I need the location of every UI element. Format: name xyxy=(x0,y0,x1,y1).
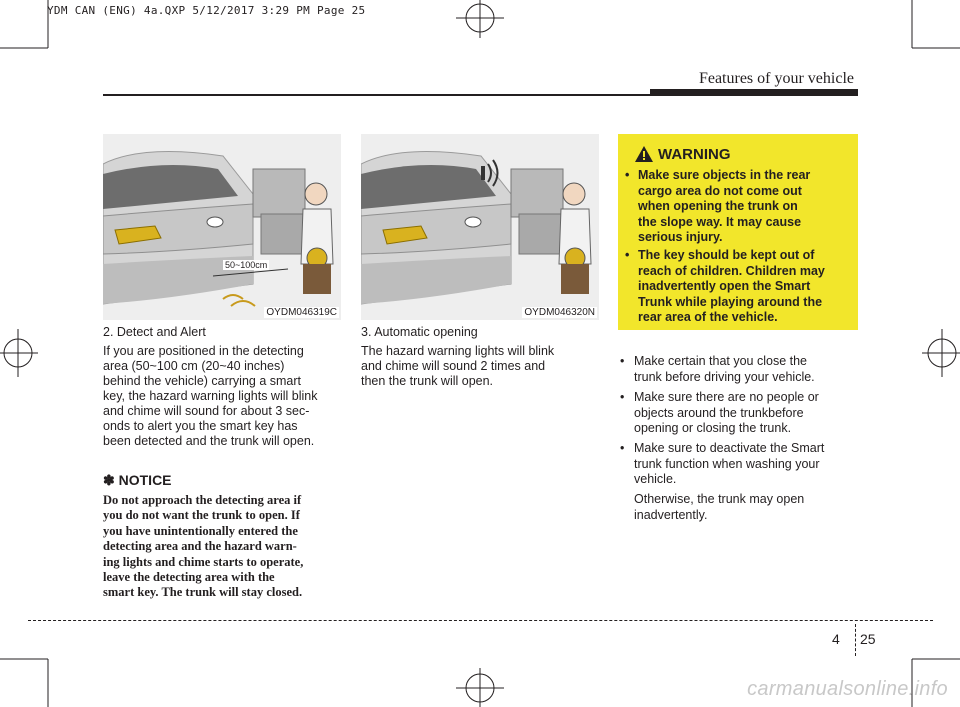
header-tab-bar xyxy=(650,89,858,96)
notice-line: you do not want the trunk to open. If xyxy=(103,508,300,523)
bullet-line: trunk before driving your vehicle. xyxy=(634,369,815,384)
bullet-line: objects around the trunkbefore xyxy=(634,405,804,420)
bullet-item xyxy=(620,441,858,488)
detect-alert-heading: 2. Detect and Alert xyxy=(103,325,206,339)
bullet-line xyxy=(620,441,858,457)
page-number: 25 xyxy=(860,631,876,647)
warning-line-text: The key should be kept out of xyxy=(638,248,815,262)
footer-divider xyxy=(855,624,856,656)
automatic-opening-heading: 3. Automatic opening xyxy=(361,325,478,339)
notice-line: detecting area and the hazard warn- xyxy=(103,539,297,554)
warning-line-text: Make sure objects in the rear xyxy=(638,168,811,182)
footer-rule xyxy=(28,620,933,621)
bullet-item xyxy=(620,390,858,437)
bullet-line-text: Make sure there are no people or xyxy=(634,390,819,404)
warning-line xyxy=(625,168,851,184)
body-line: If you are positioned in the detecting xyxy=(103,344,304,358)
body-line: key, the hazard warning lights will blink xyxy=(103,389,318,403)
bullet-line: vehicle. xyxy=(634,472,677,486)
car-rear-illustration xyxy=(103,134,341,320)
notice-line: leave the detecting area with the xyxy=(103,570,275,585)
car-rear-illustration xyxy=(361,134,599,320)
notice-line: Do not approach the detecting area if xyxy=(103,493,302,507)
warning-item xyxy=(625,168,851,246)
section-title: Features of your vehicle xyxy=(698,70,854,87)
body-line: onds to alert you the smart key has xyxy=(103,419,298,433)
bullet-icon: • xyxy=(620,354,625,368)
notice-body xyxy=(103,493,341,601)
notice-line: ing lights and chime starts to operate, xyxy=(103,554,304,569)
figure-automatic-opening xyxy=(361,134,599,320)
body-line: been detected and the trunk will open. xyxy=(103,434,315,448)
body-line: and chime will sound for about 3 sec- xyxy=(103,404,310,418)
notice-line: smart key. The trunk will stay closed. xyxy=(103,585,303,600)
bullet-line xyxy=(620,354,858,370)
body-line: area (50~100 cm (20~40 inches) xyxy=(103,359,285,373)
notice-title: NOTICE xyxy=(118,472,172,488)
bullet-icon: • xyxy=(620,441,625,455)
warning-title: WARNING xyxy=(658,146,731,163)
automatic-opening-body xyxy=(361,344,599,389)
chapter-number: 4 xyxy=(832,631,840,647)
notice-line: you have unintentionally entered the xyxy=(103,523,298,538)
bullet-icon: • xyxy=(625,168,630,182)
warning-line: when opening the trunk on xyxy=(638,199,798,213)
figure-code: OYDM046319C xyxy=(266,307,337,318)
bullet-line-text: Make sure to deactivate the Smart xyxy=(634,441,825,455)
distance-label: 50~100cm xyxy=(225,260,268,270)
bullet-line: inadvertently. xyxy=(634,507,708,522)
bullet-item xyxy=(620,354,858,385)
detect-alert-body xyxy=(103,344,341,449)
warning-line: inadvertently open the Smart xyxy=(638,279,811,293)
warning-line: reach of children. Children may xyxy=(638,263,825,278)
warning-line xyxy=(625,248,851,264)
body-line: behind the vehicle) carrying a smart xyxy=(103,374,302,388)
bullet-line: opening or closing the trunk. xyxy=(634,421,792,435)
print-header: YDM CAN (ENG) 4a.QXP 5/12/2017 3:29 PM Page 25 xyxy=(47,4,366,17)
bullet-line-text: Make certain that you close the xyxy=(634,354,808,368)
notice-symbol-icon: ✽ xyxy=(103,472,115,488)
figure-detect-alert xyxy=(103,134,341,320)
bullet-line: Otherwise, the trunk may open xyxy=(634,492,805,506)
bullet-line: trunk function when washing your xyxy=(634,456,820,471)
warning-item xyxy=(625,248,851,326)
watermark: carmanualsonline.info xyxy=(747,678,948,700)
notice-heading xyxy=(103,472,172,489)
warning-line: rear area of the vehicle. xyxy=(638,310,778,324)
warning-line: cargo area do not come out xyxy=(638,183,802,198)
bullet-followup xyxy=(634,492,858,523)
warning-line: serious injury. xyxy=(638,230,723,244)
bullet-icon: • xyxy=(620,390,625,404)
body-line: and chime will sound 2 times and xyxy=(361,359,546,373)
figure-code: OYDM046320N xyxy=(524,307,595,318)
bullet-icon: • xyxy=(625,248,630,262)
body-line: then the trunk will open. xyxy=(361,374,494,388)
warning-line: the slope way. It may cause xyxy=(638,214,802,229)
warning-triangle-icon xyxy=(634,145,654,163)
body-line: The hazard warning lights will blink xyxy=(361,344,555,358)
bullet-line xyxy=(620,390,858,406)
warning-line: Trunk while playing around the xyxy=(638,294,823,309)
